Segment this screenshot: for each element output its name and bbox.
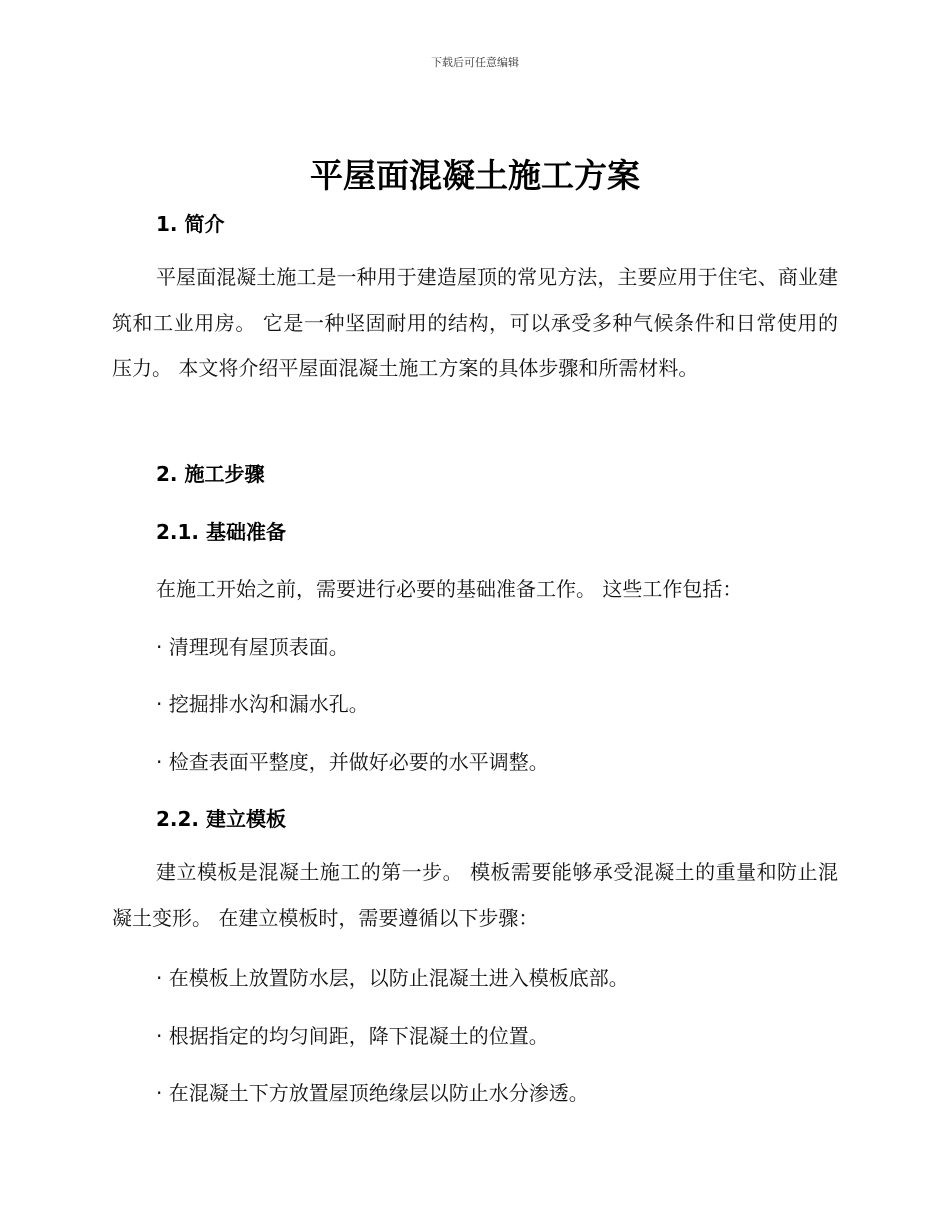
list-item: · 在混凝土下方放置屋顶绝缘层以防止水分渗透。 [156, 1081, 589, 1105]
list-item: · 根据指定的均匀间距，降下混凝土的位置。 [156, 1024, 549, 1048]
list-item: · 挖掘排水沟和漏水孔。 [156, 692, 369, 716]
list-item: · 清理现有屋顶表面。 [156, 635, 349, 659]
prep-intro-text: 在施工开始之前，需要进行必要的基础准备工作。 这些工作包括： [156, 577, 743, 601]
section-heading-intro: 1. 简介 [156, 212, 225, 236]
list-item: · 在模板上放置防水层，以防止混凝土进入模板底部。 [156, 966, 629, 990]
document-title: 平屋面混凝土施工方案 [310, 156, 640, 195]
subsection-heading-formwork: 2.2. 建立模板 [156, 807, 286, 831]
section-heading-steps: 2. 施工步骤 [156, 462, 265, 486]
list-item: · 检查表面平整度，并做好必要的水平调整。 [156, 750, 549, 774]
page-header-note: 下载后可任意编辑 [431, 56, 519, 69]
formwork-paragraph: 建立模板是混凝土施工的第一步。 模板需要能够承受混凝土的重量和防止混凝土变形。 在建立模板时，需要遵循以下步骤： [112, 860, 838, 930]
subsection-heading-prep: 2.1. 基础准备 [156, 520, 286, 544]
intro-paragraph: 平屋面混凝土施工是一种用于建造屋顶的常见方法，主要应用于住宅、商业建筑和工业用房。 它是一种坚固耐用的结构，可以承受多种气候条件和日常使用的压力。 本文将介绍平屋面混凝土施工方案的具体步骤和所需材料。 [112, 265, 838, 380]
